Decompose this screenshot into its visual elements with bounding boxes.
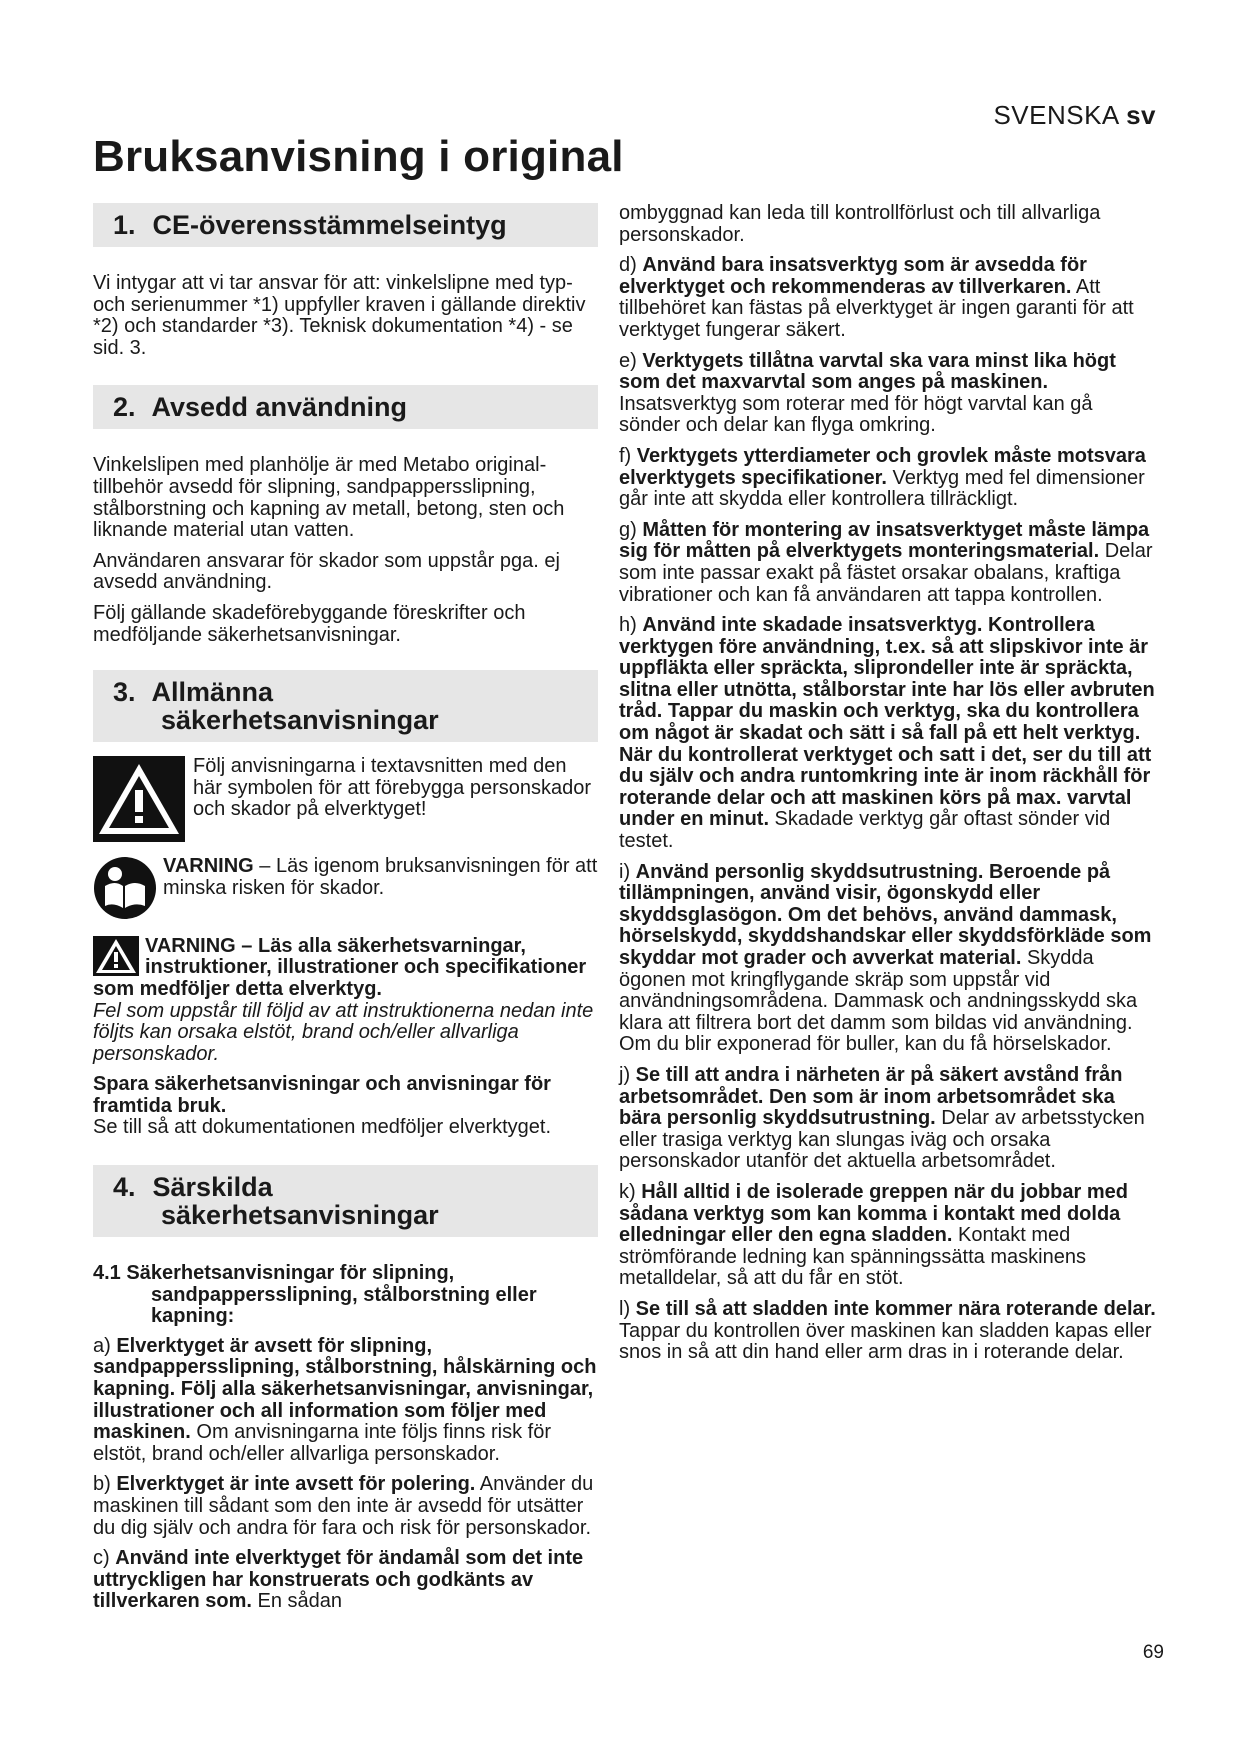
section-1-title: CE-överensstämmelseintyg: [152, 210, 507, 240]
item-i: [619, 862, 1159, 1056]
item-b-text: Använder du maskinen till sådant som den inte är avsedd för utsätter du dig själv och andra för fara och risk för personskador.: [93, 1473, 594, 1539]
read-manual-warning-body: – Läs igenom bruksanvisningen för att minska risken för skador.: [163, 855, 598, 899]
item-e-bold: Verktygets tillåtna varvtal ska vara minst lika högt som det maxvarvtal som anges på maskinen.: [619, 349, 1116, 394]
read-manual-text: [163, 856, 598, 926]
section-4-title-line-1: Särskilda: [152, 1172, 273, 1203]
safety-symbol-text: Följ anvisningarna i textavsnitten med den här symbolen för att förebygga personskador och skador på elverktyget!: [193, 755, 591, 821]
item-c-text: En sådan: [251, 1590, 343, 1613]
section-2-title: Avsedd användning: [151, 392, 408, 423]
read-manual-warning-label: VARNING: [163, 855, 254, 878]
item-i-text: Skydda ögonen mot kringflygande skräp som uppstår vid användningsområdena. Dammask och andningsskydd ska klara att filtrera bort det damm som bildas vid användning. Om du blir exponerad för buller, kan du få hörselskador.: [619, 947, 1138, 1056]
item-b: [93, 1474, 598, 1539]
item-c-label: c): [93, 1547, 116, 1570]
language-name: SVENSKA: [993, 100, 1119, 130]
item-j-text: Delar av arbetsstycken eller trasiga verktyg kan slungas iväg och orsaka personskador utanför det aktuella arbetsområdet.: [619, 1107, 1145, 1173]
document-title: Bruksanvisning i original: [93, 132, 624, 181]
item-e-text: Insatsverktyg som roterar med för högt varvtal kan gå sönder och delar kan flyga omkring.: [619, 392, 1093, 437]
item-l-label: l): [619, 1297, 636, 1320]
subsection-4-1-heading: [93, 1263, 598, 1328]
item-j: [619, 1065, 1159, 1173]
item-l-bold: Se till så att sladden inte kommer nära roterande delar.: [635, 1297, 1156, 1320]
save-instructions: [93, 1074, 598, 1139]
section-2-number: 2.: [113, 392, 136, 423]
item-a: [93, 1336, 598, 1466]
item-d-label: d): [619, 254, 643, 277]
section-3-heading: [93, 670, 598, 742]
section-1-heading: [93, 203, 598, 247]
item-h-bold: Använd inte skadade insatsverktyg. Kontrollera verktygen före användning, t.ex. så att slipskivor inte är uppfläkta eller spräckta, sliprondeller inte är spräckta, slitna eller utnötta, stålborstar inte har lös eller avbruten tråd. Tappar du maskin och verktyg, ska du kontrollera om något är skadat och sätt i så fall på ett helt verktyg. När du kontrollerat verktyget och satt i det, ser du till att du själv och andra runtomkring inte är inom räckhåll för roterande delar och att maskinen körs på max. varvtal under en minut.: [619, 614, 1155, 831]
subsection-4-1-title-line-1: Säkerhetsanvisningar för slipning,: [126, 1262, 455, 1285]
item-l-text: Tappar du kontrollen över maskinen kan sladden kapas eller snos in så att din hand eller arm dras in i roterande delar.: [619, 1319, 1152, 1364]
section-2-paragraph-3: Följ gällande skadeförebyggande föreskrifter och medföljande säkerhetsanvisningar.: [93, 601, 526, 646]
item-g: [619, 520, 1159, 606]
section-3-number: 3.: [113, 677, 136, 708]
section-3-title-line-1: Allmänna: [151, 677, 274, 708]
warning-triangle-icon: [93, 756, 185, 842]
item-h-text: Skadade verktyg går oftast sönder vid testet.: [619, 808, 1111, 853]
item-a-text: Om anvisningarna inte följs finns risk för elstöt, brand och/eller allvarliga personskador.: [93, 1421, 551, 1465]
section-1-body: Vi intygar att vi tar ansvar för att: vinkelslipne med typ- och serienummer *1) uppfyller kraven i gällande direktiv *2) och standarder *3). Teknisk dokumentation *4) - se sid. 3.: [93, 272, 586, 359]
safety-symbol-note: [93, 756, 598, 842]
read-manual-icon: [93, 856, 159, 926]
item-d-bold: Använd bara insatsverktyg som är avsedda för elverktyget och rekommenderas av tillverkaren.: [619, 254, 1087, 298]
item-k-bold: Håll alltid i de isolerade greppen när du jobbar med sådana verktyg som kan komma i kontakt med dolda elledningar eller den egna sladden.: [619, 1180, 1128, 1247]
item-e: [619, 351, 1159, 437]
item-i-label: i): [619, 860, 636, 883]
section-4-title-line-2: säkerhetsanvisningar: [161, 1200, 439, 1231]
item-h-label: h): [619, 614, 643, 637]
section-1-number: 1.: [113, 210, 136, 240]
save-instructions-text: Se till så att dokumentationen medföljer elverktyget.: [93, 1116, 552, 1139]
item-l: [619, 1299, 1159, 1364]
item-i-bold: Använd personlig skyddsutrustning. Beroende på tillämpningen, använd visir, ögonskydd eller skyddsglasögon. Om det behövs, använd dammask, hörselskydd, skyddshandskar eller skyddsförkläde som skyddar mot grader och avverkat material.: [619, 860, 1152, 969]
general-warning-block: [93, 936, 598, 1066]
section-2-paragraph-1: Vinkelslipen med planhölje är med Metabo original-tillbehör avsedd för slipning, sandpappersslipning, stålborstning och kapning av metall, betong, sten och liknande material utan vatten.: [93, 454, 565, 542]
item-h: [619, 615, 1159, 853]
item-a-label: a): [93, 1334, 117, 1357]
item-g-label: g): [619, 518, 643, 541]
item-k-label: k): [619, 1180, 642, 1203]
save-instructions-bold: Spara säkerhetsanvisningar och anvisningar för framtida bruk.: [93, 1073, 551, 1117]
item-g-bold: Måtten för montering av insatsverktyget måste lämpa sig för måtten på elverktygets monteringsmaterial.: [619, 518, 1150, 563]
item-d: [619, 255, 1159, 341]
item-j-bold: Se till att andra i närheten är på säkert avstånd från arbetsområdet. Den som är inom arbetsområdet ska bära personlig skyddsutrustning.: [619, 1063, 1123, 1130]
section-4-heading: [93, 1165, 598, 1237]
item-b-bold: Elverktyget är inte avsett för polering.: [116, 1473, 476, 1496]
item-c: [93, 1548, 598, 1613]
item-c-bold: Använd inte elverktyget för ändamål som det inte uttryckligen har konstruerats och godkänts av tillverkaren som.: [93, 1547, 584, 1613]
page-number: 69: [1142, 1642, 1164, 1663]
item-a-bold: Elverktyget är avsett för slipning, sandpappersslipning, stålborstning, hålskärning och kapning. Följ alla säkerhetsanvisningar, anvisningar, illustrationer och all information som följer med maskinen.: [93, 1334, 597, 1444]
section-2-paragraph-2: Användaren ansvarar för skador som uppstår pga. ej avsedd användning.: [93, 549, 560, 594]
subsection-4-1-number: 4.1: [93, 1262, 121, 1285]
item-c-continued: ombyggnad kan leda till kontrollförlust och till allvarliga personskador.: [619, 202, 1101, 246]
section-2-heading: [93, 385, 598, 429]
general-warning-italic: Fel som uppstår till följd av att instruktionerna nedan inte följts kan orsaka elstöt, brand och/eller allvarliga personskador.: [93, 999, 594, 1065]
right-column: [619, 203, 1159, 1373]
subsection-4-1-title-line-2: sandpappersslipning, stålborstning eller kapning:: [151, 1283, 537, 1328]
item-j-label: j): [619, 1063, 636, 1086]
item-e-label: e): [619, 349, 643, 372]
item-f-label: f): [619, 444, 637, 467]
item-f-text: Verktyg med fel dimensioner går inte att skydda eller kontrollera tillräckligt.: [619, 466, 1145, 511]
item-d-text: Att tillbehöret kan fästas på elverktyget är ingen garanti för att verktyget fungerar säkert.: [619, 275, 1134, 341]
language-header: [993, 100, 1156, 131]
item-b-label: b): [93, 1473, 117, 1496]
language-code: sv: [1126, 100, 1156, 130]
left-column: [93, 203, 598, 1622]
read-manual-warning: [93, 856, 598, 926]
item-f-bold: Verktygets ytterdiameter och grovlek måste motsvara elverktygets specifikationer.: [619, 444, 1146, 489]
item-f: [619, 446, 1159, 511]
section-4-number: 4.: [113, 1172, 136, 1203]
section-3-title-line-2: säkerhetsanvisningar: [161, 705, 439, 736]
item-k: [619, 1182, 1159, 1290]
item-g-text: Delar som inte passar exakt på fästet orsakar obalans, kraftiga vibrationer och kan få användaren att tappa kontrollen.: [619, 540, 1153, 606]
small-warning-triangle-icon: [93, 936, 139, 976]
item-k-text: Kontakt med strömförande ledning kan spänningssätta maskinens metalldelar, så att du får en stöt.: [619, 1224, 1086, 1290]
general-warning-bold: VARNING – Läs alla säkerhetsvarningar, instruktioner, illustrationer och specifikationer som medföljer detta elverktyg.: [93, 934, 587, 1000]
